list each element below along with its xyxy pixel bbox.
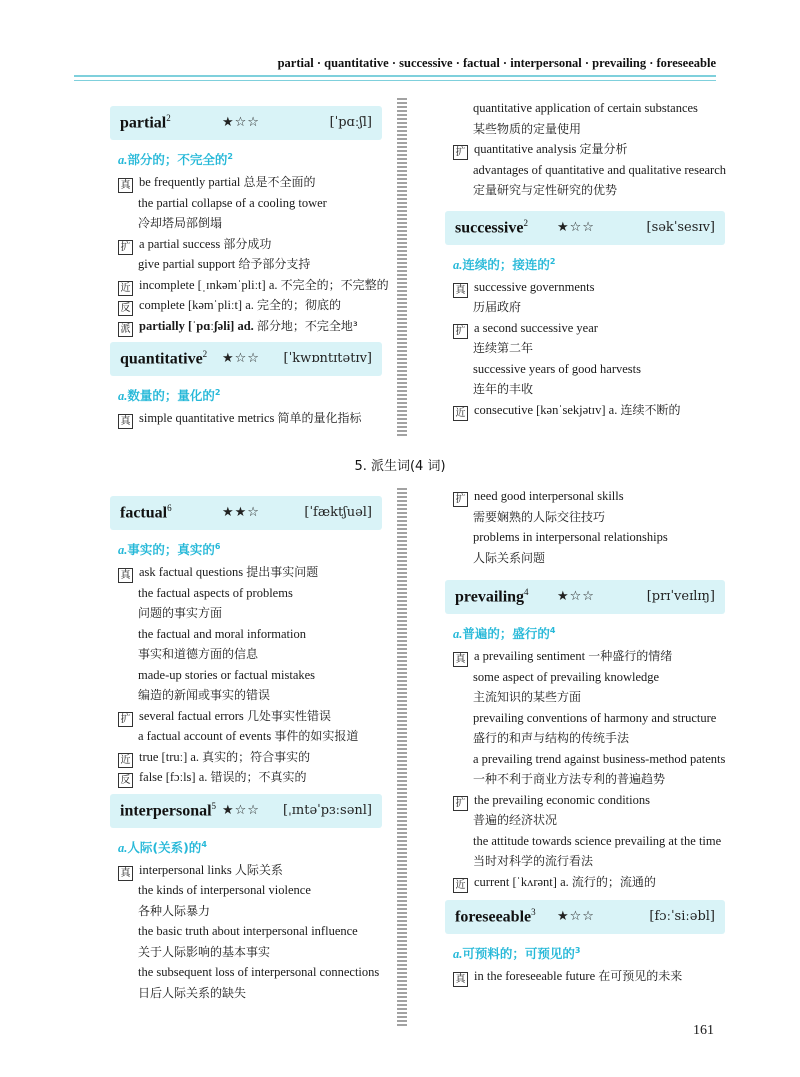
example-line xyxy=(445,119,725,140)
chinese-text: 在可预见的未来 xyxy=(598,969,683,983)
example-line xyxy=(110,665,382,686)
example-line xyxy=(445,708,725,729)
headword-box xyxy=(110,106,382,140)
english-text: quantitative application of certain substances xyxy=(473,101,698,115)
english-text: some aspect of prevailing knowledge xyxy=(473,669,660,684)
headword xyxy=(120,349,207,368)
english-text: the kinds of interpersonal violence xyxy=(138,883,311,897)
english-text: complete [kəmˈpliːt] a. xyxy=(139,298,254,312)
example-line xyxy=(110,983,382,1004)
english-text: successive years of good harvests xyxy=(473,361,642,376)
label-tag: 真 xyxy=(118,414,133,429)
english-text: ask factual questions xyxy=(139,565,244,579)
chinese-text: 给予部分支持 xyxy=(238,257,311,271)
chinese-text: 事实和道德方面的信息 xyxy=(138,647,259,661)
label-tag: 真 xyxy=(118,178,133,193)
label-tag: 反 xyxy=(118,773,133,788)
english-text: be frequently partial xyxy=(139,175,241,189)
example-line xyxy=(110,213,382,234)
example-line xyxy=(445,810,725,831)
headword-box xyxy=(445,211,725,245)
example-line xyxy=(445,277,725,298)
section-title: 5. 派生词(4 词) xyxy=(354,459,446,474)
chinese-text: 部分地；不完全地³ xyxy=(256,318,358,333)
example-line xyxy=(445,769,725,790)
chinese-text: 某些物质的定量使用 xyxy=(473,121,582,136)
top-right-column xyxy=(445,98,725,420)
example-line xyxy=(445,872,725,893)
headword-frequency: 4 xyxy=(524,587,529,597)
headword-frequency: 2 xyxy=(202,349,208,359)
chinese-text: 连续不断的 xyxy=(620,402,681,417)
part-of-speech: a. xyxy=(118,389,128,403)
headword xyxy=(120,503,172,522)
meaning-frequency: 2 xyxy=(227,151,233,161)
chinese-text: 真实的；符合事实的 xyxy=(202,749,311,764)
headword-text: interpersonal xyxy=(120,801,212,819)
example-line xyxy=(110,583,382,604)
chinese-text: 定量分析 xyxy=(579,142,628,156)
english-text: several factual errors xyxy=(139,708,244,723)
chinese-text: 盛行的和声与结构的传统手法 xyxy=(473,731,630,745)
label-tag: 派 xyxy=(118,322,133,337)
phonetic: [prɪˈveɪlɪŋ] xyxy=(646,589,715,604)
english-text: quantitative analysis xyxy=(474,142,577,156)
phonetic: [fɔːˈsiːəbl] xyxy=(649,909,715,924)
headword-frequency: 6 xyxy=(167,503,172,513)
english-text: a factual account of events xyxy=(138,729,272,743)
meaning: 数量的；量化的 xyxy=(127,388,215,403)
headword-frequency: 2 xyxy=(166,113,171,123)
english-text: advantages of quantitative and qualitative research xyxy=(473,162,727,177)
english-text: need good interpersonal skills xyxy=(474,489,624,503)
example-line xyxy=(445,486,725,507)
example-line xyxy=(110,644,382,665)
meaning: 普遍的；盛行的 xyxy=(462,626,550,641)
english-text: partially [ˈpɑːʃəli] ad. xyxy=(139,318,254,333)
example-line xyxy=(445,966,725,987)
meaning: 事实的；真实的 xyxy=(127,542,215,557)
chinese-text: 各种人际暴力 xyxy=(138,903,211,918)
headword-text: partial xyxy=(120,114,167,132)
part-of-speech: a. xyxy=(118,153,128,167)
entry-interpersonal xyxy=(110,794,382,1004)
chinese-text: 冷却塔局部倒塌 xyxy=(138,216,223,230)
bottom-left-column xyxy=(110,490,382,1003)
meaning-frequency: 4 xyxy=(201,839,207,849)
english-text: incomplete [ˌɪnkəmˈpliːt] a. xyxy=(139,277,278,292)
english-text: the attitude towards science prevailing at the time xyxy=(473,833,722,848)
example-line xyxy=(445,297,725,318)
example-line xyxy=(110,962,382,983)
label-tag: 扩 xyxy=(453,492,468,507)
english-text: the factual aspects of problems xyxy=(138,585,293,600)
example-line xyxy=(110,706,382,727)
headword-text: prevailing xyxy=(455,588,525,606)
label-tag: 扩 xyxy=(453,324,468,339)
english-text: the prevailing economic conditions xyxy=(474,792,650,807)
phonetic: [ˈfæktʃuəl] xyxy=(304,505,372,520)
example-line xyxy=(110,603,382,624)
example-line xyxy=(445,831,725,852)
chinese-text: 关于人际影响的基本事实 xyxy=(138,944,271,959)
chinese-text: 编造的新闻或事实的错误 xyxy=(138,688,271,702)
english-text: false [fɔːls] a. xyxy=(139,770,208,784)
headword-box xyxy=(445,900,725,934)
english-text: true [truː] a. xyxy=(139,749,200,764)
chinese-text: 历届政府 xyxy=(473,300,522,314)
meaning: 人际(关系)的 xyxy=(127,839,202,855)
example-line xyxy=(110,254,382,275)
headword-box xyxy=(110,342,382,376)
headword-text: factual xyxy=(120,504,168,522)
example-line xyxy=(110,747,382,768)
headword-frequency: 5 xyxy=(211,800,217,811)
meaning-frequency: 3 xyxy=(574,945,581,955)
chinese-text: 事件的如实报道 xyxy=(274,729,359,743)
part-of-speech: a. xyxy=(453,947,463,961)
meaning-frequency: 4 xyxy=(549,625,556,635)
example-line xyxy=(110,408,382,429)
example-line xyxy=(445,667,725,688)
label-tag: 真 xyxy=(453,652,468,667)
chinese-text: 人际关系问题 xyxy=(473,550,546,565)
meaning-frequency: 2 xyxy=(214,387,221,397)
example-line xyxy=(110,562,382,583)
star-rating: ★☆☆ xyxy=(222,115,260,130)
english-text: prevailing conventions of harmony and structure xyxy=(473,710,717,725)
headword xyxy=(120,801,216,820)
english-text: current [ˈkʌrənt] a. xyxy=(474,874,569,889)
example-line xyxy=(110,624,382,645)
english-text: the basic truth about interpersonal influence xyxy=(138,924,358,938)
headword-text: quantitative xyxy=(120,350,203,368)
entry-prevailing xyxy=(445,580,725,892)
headword-text: successive xyxy=(455,218,524,236)
part-of-speech: a. xyxy=(118,543,128,557)
meaning-frequency: 2 xyxy=(549,256,556,266)
example-line xyxy=(110,880,382,901)
english-text: a partial success xyxy=(139,236,221,251)
running-header: partial · quantitative · successive · factual · interpersonal · prevailing · foreseeable xyxy=(277,56,716,70)
entry-successive xyxy=(445,211,725,421)
example-line xyxy=(445,359,725,380)
label-tag: 近 xyxy=(118,753,133,768)
example-line xyxy=(445,98,725,119)
part-of-speech: a. xyxy=(453,257,463,272)
example-line xyxy=(110,685,382,706)
headword-frequency: 3 xyxy=(531,907,536,917)
english-text: a second successive year xyxy=(474,320,598,335)
meaning-line xyxy=(453,944,725,962)
column-divider-top xyxy=(397,98,407,438)
chinese-text: 问题的事实方面 xyxy=(138,606,223,620)
part-of-speech: a. xyxy=(453,627,463,641)
phonetic: [ˈpɑːʃl] xyxy=(329,115,372,130)
star-rating: ★★☆ xyxy=(222,505,260,520)
entry-quantitative-continued xyxy=(445,98,725,201)
english-text: interpersonal links xyxy=(139,862,232,877)
meaning-line xyxy=(118,540,382,558)
entry-partial xyxy=(110,106,389,336)
entry-factual xyxy=(110,496,382,788)
meaning-line xyxy=(453,624,725,642)
english-text: simple quantitative metrics xyxy=(139,411,275,425)
example-line xyxy=(110,726,382,747)
meaning-line xyxy=(118,386,382,404)
headword-text: foreseeable xyxy=(455,908,532,926)
entry-foreseeable xyxy=(445,900,725,987)
example-line xyxy=(110,193,382,214)
example-line xyxy=(110,767,382,788)
english-text: the factual and moral information xyxy=(138,626,306,641)
example-line xyxy=(110,234,382,255)
english-text: the partial collapse of a cooling tower xyxy=(138,195,327,210)
example-line xyxy=(445,749,725,770)
label-tag: 真 xyxy=(453,283,468,298)
example-line xyxy=(445,851,725,872)
label-tag: 真 xyxy=(118,568,133,583)
label-tag: 真 xyxy=(118,866,133,881)
headword-box xyxy=(445,580,725,614)
example-line xyxy=(110,942,382,963)
example-line xyxy=(445,687,725,708)
chinese-text: 当时对科学的流行看法 xyxy=(473,854,594,868)
chinese-text: 连续第二年 xyxy=(473,341,534,355)
star-rating: ★☆☆ xyxy=(557,589,595,604)
chinese-text: 不完全的；不完整的 xyxy=(280,277,389,292)
label-tag: 近 xyxy=(453,878,468,893)
chinese-text: 需要娴熟的人际交往技巧 xyxy=(473,509,606,524)
meaning-line xyxy=(118,150,382,168)
chinese-text: 普遍的经济状况 xyxy=(473,813,558,827)
headword-frequency: 2 xyxy=(523,217,528,228)
bottom-right-column xyxy=(445,486,725,987)
label-tag: 反 xyxy=(118,301,133,316)
english-text: give partial support xyxy=(138,257,236,271)
headword xyxy=(455,587,529,606)
example-line xyxy=(445,527,725,548)
chinese-text: 简单的量化指标 xyxy=(277,411,362,425)
chinese-text: 连年的丰收 xyxy=(473,382,534,396)
chinese-text: 几处事实性错误 xyxy=(246,708,331,723)
label-tag: 扩 xyxy=(453,145,468,160)
chinese-text: 人际关系 xyxy=(234,862,283,877)
phonetic: [ˌɪntəˈpɜːsənl] xyxy=(283,802,372,818)
chinese-text: 总是不全面的 xyxy=(243,175,316,189)
meaning-frequency: 6 xyxy=(214,541,221,551)
star-rating: ★☆☆ xyxy=(557,909,595,924)
label-tag: 扩 xyxy=(453,796,468,811)
headword xyxy=(455,218,528,237)
headword-box xyxy=(110,794,382,828)
label-tag: 扩 xyxy=(118,712,133,727)
label-tag: 扩 xyxy=(118,240,133,255)
chinese-text: 错误的；不真实的 xyxy=(210,770,307,784)
chinese-text: 流行的；流通的 xyxy=(571,874,656,889)
top-left-column xyxy=(110,100,389,429)
chinese-text: 一种不利于商业方法专利的普遍趋势 xyxy=(473,772,666,786)
star-rating: ★☆☆ xyxy=(222,351,260,366)
example-line xyxy=(110,921,382,942)
chinese-text: 完全的；彻底的 xyxy=(257,298,342,312)
chinese-text: 日后人际关系的缺失 xyxy=(138,985,247,1000)
example-line xyxy=(445,400,725,421)
example-line xyxy=(445,180,725,201)
example-line xyxy=(110,275,389,296)
page-number: 161 xyxy=(693,1023,714,1038)
headword xyxy=(120,113,171,132)
example-line xyxy=(445,318,725,339)
example-line xyxy=(110,316,382,337)
chinese-text: 提出事实问题 xyxy=(246,565,319,579)
headword-box xyxy=(110,496,382,530)
example-line xyxy=(445,507,725,528)
english-text: a prevailing sentiment xyxy=(474,649,586,663)
entry-quantitative xyxy=(110,342,382,429)
star-rating: ★☆☆ xyxy=(222,802,260,818)
chinese-text: 一种盛行的情绪 xyxy=(588,649,673,663)
english-text: a prevailing trend against business-method patents xyxy=(473,751,726,766)
headword xyxy=(455,907,536,926)
example-line xyxy=(445,338,725,359)
meaning: 可预料的；可预见的 xyxy=(462,946,575,961)
example-line xyxy=(110,295,382,316)
meaning-line xyxy=(453,255,725,273)
star-rating: ★☆☆ xyxy=(557,219,595,235)
meaning: 部分的；不完全的 xyxy=(127,152,228,167)
english-text: the subsequent loss of interpersonal connections xyxy=(138,965,380,979)
meaning: 连续的；接连的 xyxy=(462,256,550,272)
label-tag: 近 xyxy=(118,281,133,296)
entry-interpersonal-continued xyxy=(445,486,725,568)
phonetic: [ˈkwɒntɪtətɪv] xyxy=(283,351,372,366)
meaning-line xyxy=(118,838,382,856)
example-line xyxy=(445,548,725,569)
phonetic: [səkˈsesɪv] xyxy=(646,219,715,235)
example-line xyxy=(445,379,725,400)
example-line xyxy=(110,901,382,922)
example-line xyxy=(445,728,725,749)
example-line xyxy=(110,860,382,881)
english-text: made-up stories or factual mistakes xyxy=(138,667,316,682)
chinese-text: 部分成功 xyxy=(223,236,272,251)
example-line xyxy=(445,139,725,160)
example-line xyxy=(445,160,725,181)
english-text: in the foreseeable future xyxy=(474,969,596,983)
column-divider-bottom xyxy=(397,488,407,1028)
english-text: problems in interpersonal relationships xyxy=(473,530,668,544)
part-of-speech: a. xyxy=(118,840,128,855)
chinese-text: 主流知识的某些方面 xyxy=(473,690,582,704)
example-line xyxy=(110,172,382,193)
example-line xyxy=(445,790,725,811)
example-line xyxy=(445,646,725,667)
label-tag: 真 xyxy=(453,972,468,987)
chinese-text: 定量研究与定性研究的优势 xyxy=(473,183,618,197)
english-text: successive governments xyxy=(474,279,595,294)
header-rule xyxy=(74,75,716,81)
english-text: consecutive [kənˈsekjətɪv] a. xyxy=(474,402,618,417)
label-tag: 近 xyxy=(453,406,468,421)
